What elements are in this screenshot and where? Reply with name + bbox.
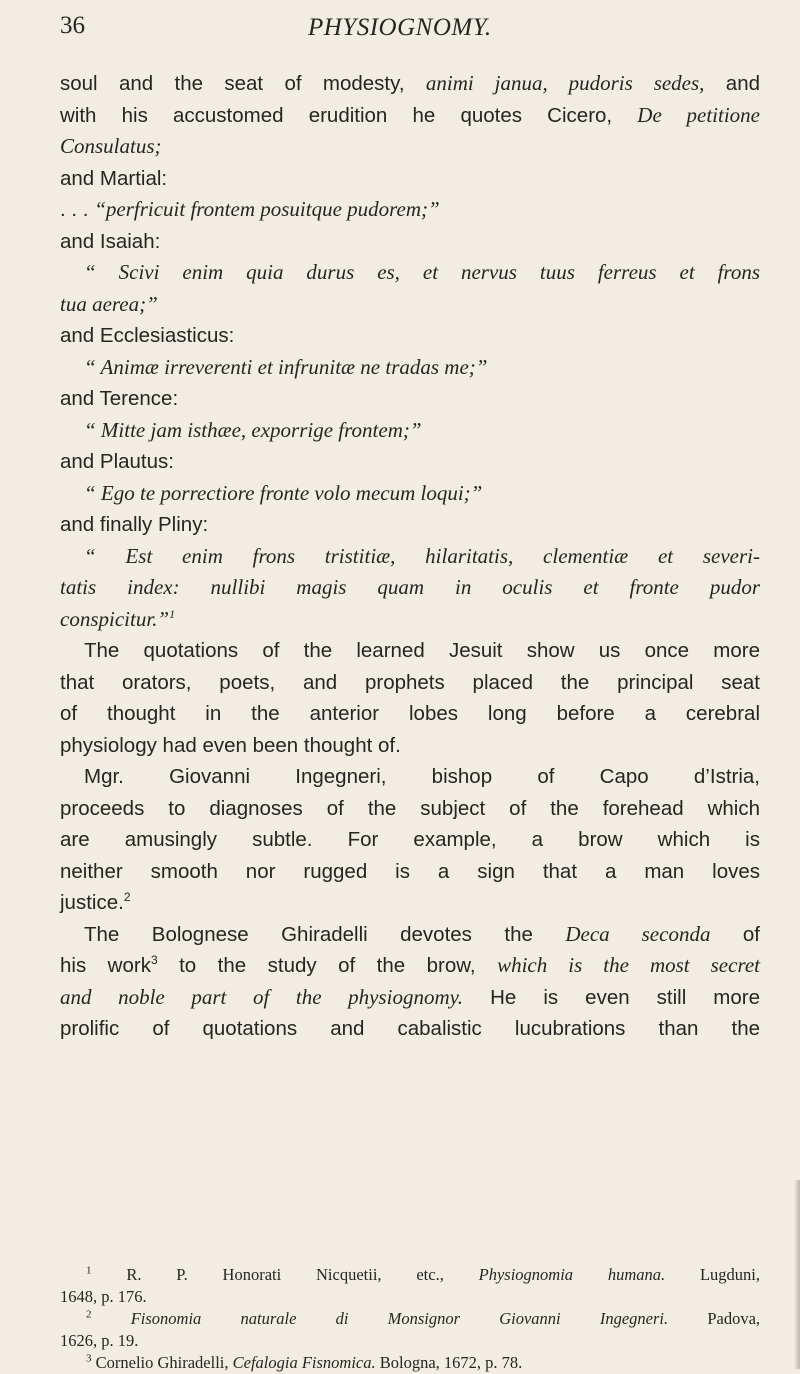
text-line: and Martial: — [60, 166, 168, 190]
page-edge-shadow — [794, 1180, 800, 1369]
footnotes — [60, 1264, 760, 1374]
text-line: soul and the seat of modesty, animi janua, pudoris sedes, and — [60, 71, 761, 95]
footnote-ref: 3 — [150, 953, 158, 968]
paragraph-line: and noble part of the physiognomy. He is even still more — [60, 984, 761, 1009]
paragraph-line: proceeds to diagnoses of the subject of the forehead which — [60, 796, 760, 820]
text-line: and finally Pliny: — [60, 513, 209, 536]
paragraph-line: of thought in the anterior lobes long before a cerebral — [60, 702, 760, 725]
text-line: with his accustomed erudition he quotes Cicero, De petitione — [60, 102, 760, 127]
footnote-ref: 2 — [123, 890, 131, 905]
footnote-1-cont: 1648, p. 176. — [60, 1287, 147, 1306]
paragraph-line: The quotations of the learned Jesuit show us once more — [84, 639, 760, 662]
quotation-plautus: “ Ego te porrectiore fronte volo mecum loqui;” — [84, 480, 483, 505]
paragraph-line: are amusingly subtle. For example, a brow which is — [60, 828, 760, 851]
quotation-isaiah: “ Scivi enim quia durus es, et nervus tuus ferreus et frons — [84, 260, 760, 284]
footnote-3: $^3$ Cornelio Ghiradelli, Cefalogia Fisnomica. Bologna, 1672, p. 78. — [86, 1352, 523, 1372]
paragraph-line: that orators, poets, and prophets placed the principal seat — [60, 670, 760, 694]
paragraph-line: prolific of quotations and cabalistic lucubrations than the — [60, 1017, 760, 1040]
text-line: Consulatus; — [60, 134, 162, 158]
body-text — [60, 68, 760, 1045]
footnote-2: $^2$ Fisonomia naturale di Monsignor Giovanni Ingegneri. Padova, — [86, 1308, 761, 1328]
paragraph-line: Mgr. Giovanni Ingegneri, bishop of Capo d’Istria, — [84, 765, 760, 788]
quotation-ecclesiasticus: “ Animæ irreverenti et infrunitæ ne tradas me;” — [84, 354, 488, 379]
text-line: and Isaiah: — [60, 229, 161, 253]
quotation-pliny-cont: tatis index: nullibi magis quam in oculis et fronte pudor — [60, 575, 760, 599]
quotation-pliny-end: conspicitur.”$^1$ — [60, 606, 176, 631]
paragraph-line: The Bolognese Ghiradelli devotes the Deca seconda of — [84, 921, 761, 946]
paragraph-line: justice.$^2$ — [60, 890, 131, 914]
paragraph-line: neither smooth nor rugged is a sign that a man loves — [60, 859, 760, 883]
footnote-1: $^1$ R. P. Honorati Nicquetii, etc., Physiognomia humana. Lugduni, — [86, 1264, 761, 1284]
paragraph-line: his work$^3$ to the study of the brow, which is the most secret — [60, 953, 760, 977]
quotation-isaiah-cont: tua aerea;” — [60, 291, 158, 316]
text-line: and Terence: — [60, 387, 179, 410]
text-line: and Ecclesiasticus: — [60, 324, 235, 347]
paragraph-line: physiology had even been thought of. — [60, 733, 401, 757]
footnote-ref: 1 — [169, 606, 176, 621]
page-header — [58, 12, 758, 52]
text-line: and Plautus: — [60, 450, 174, 473]
quotation-terence: “ Mitte jam isthæe, exporrige frontem;” — [84, 417, 422, 442]
running-head: PHYSIOGNOMY. — [308, 14, 492, 41]
quotation-martial: . . . “perfricuit frontem posuitque pudorem;” — [60, 197, 440, 221]
page-number: 36 — [60, 12, 85, 39]
quotation-pliny: “ Est enim frons tristitiæ, hilaritatis, clementiæ et severi- — [84, 543, 760, 568]
footnote-2-cont: 1626, p. 19. — [60, 1331, 139, 1350]
